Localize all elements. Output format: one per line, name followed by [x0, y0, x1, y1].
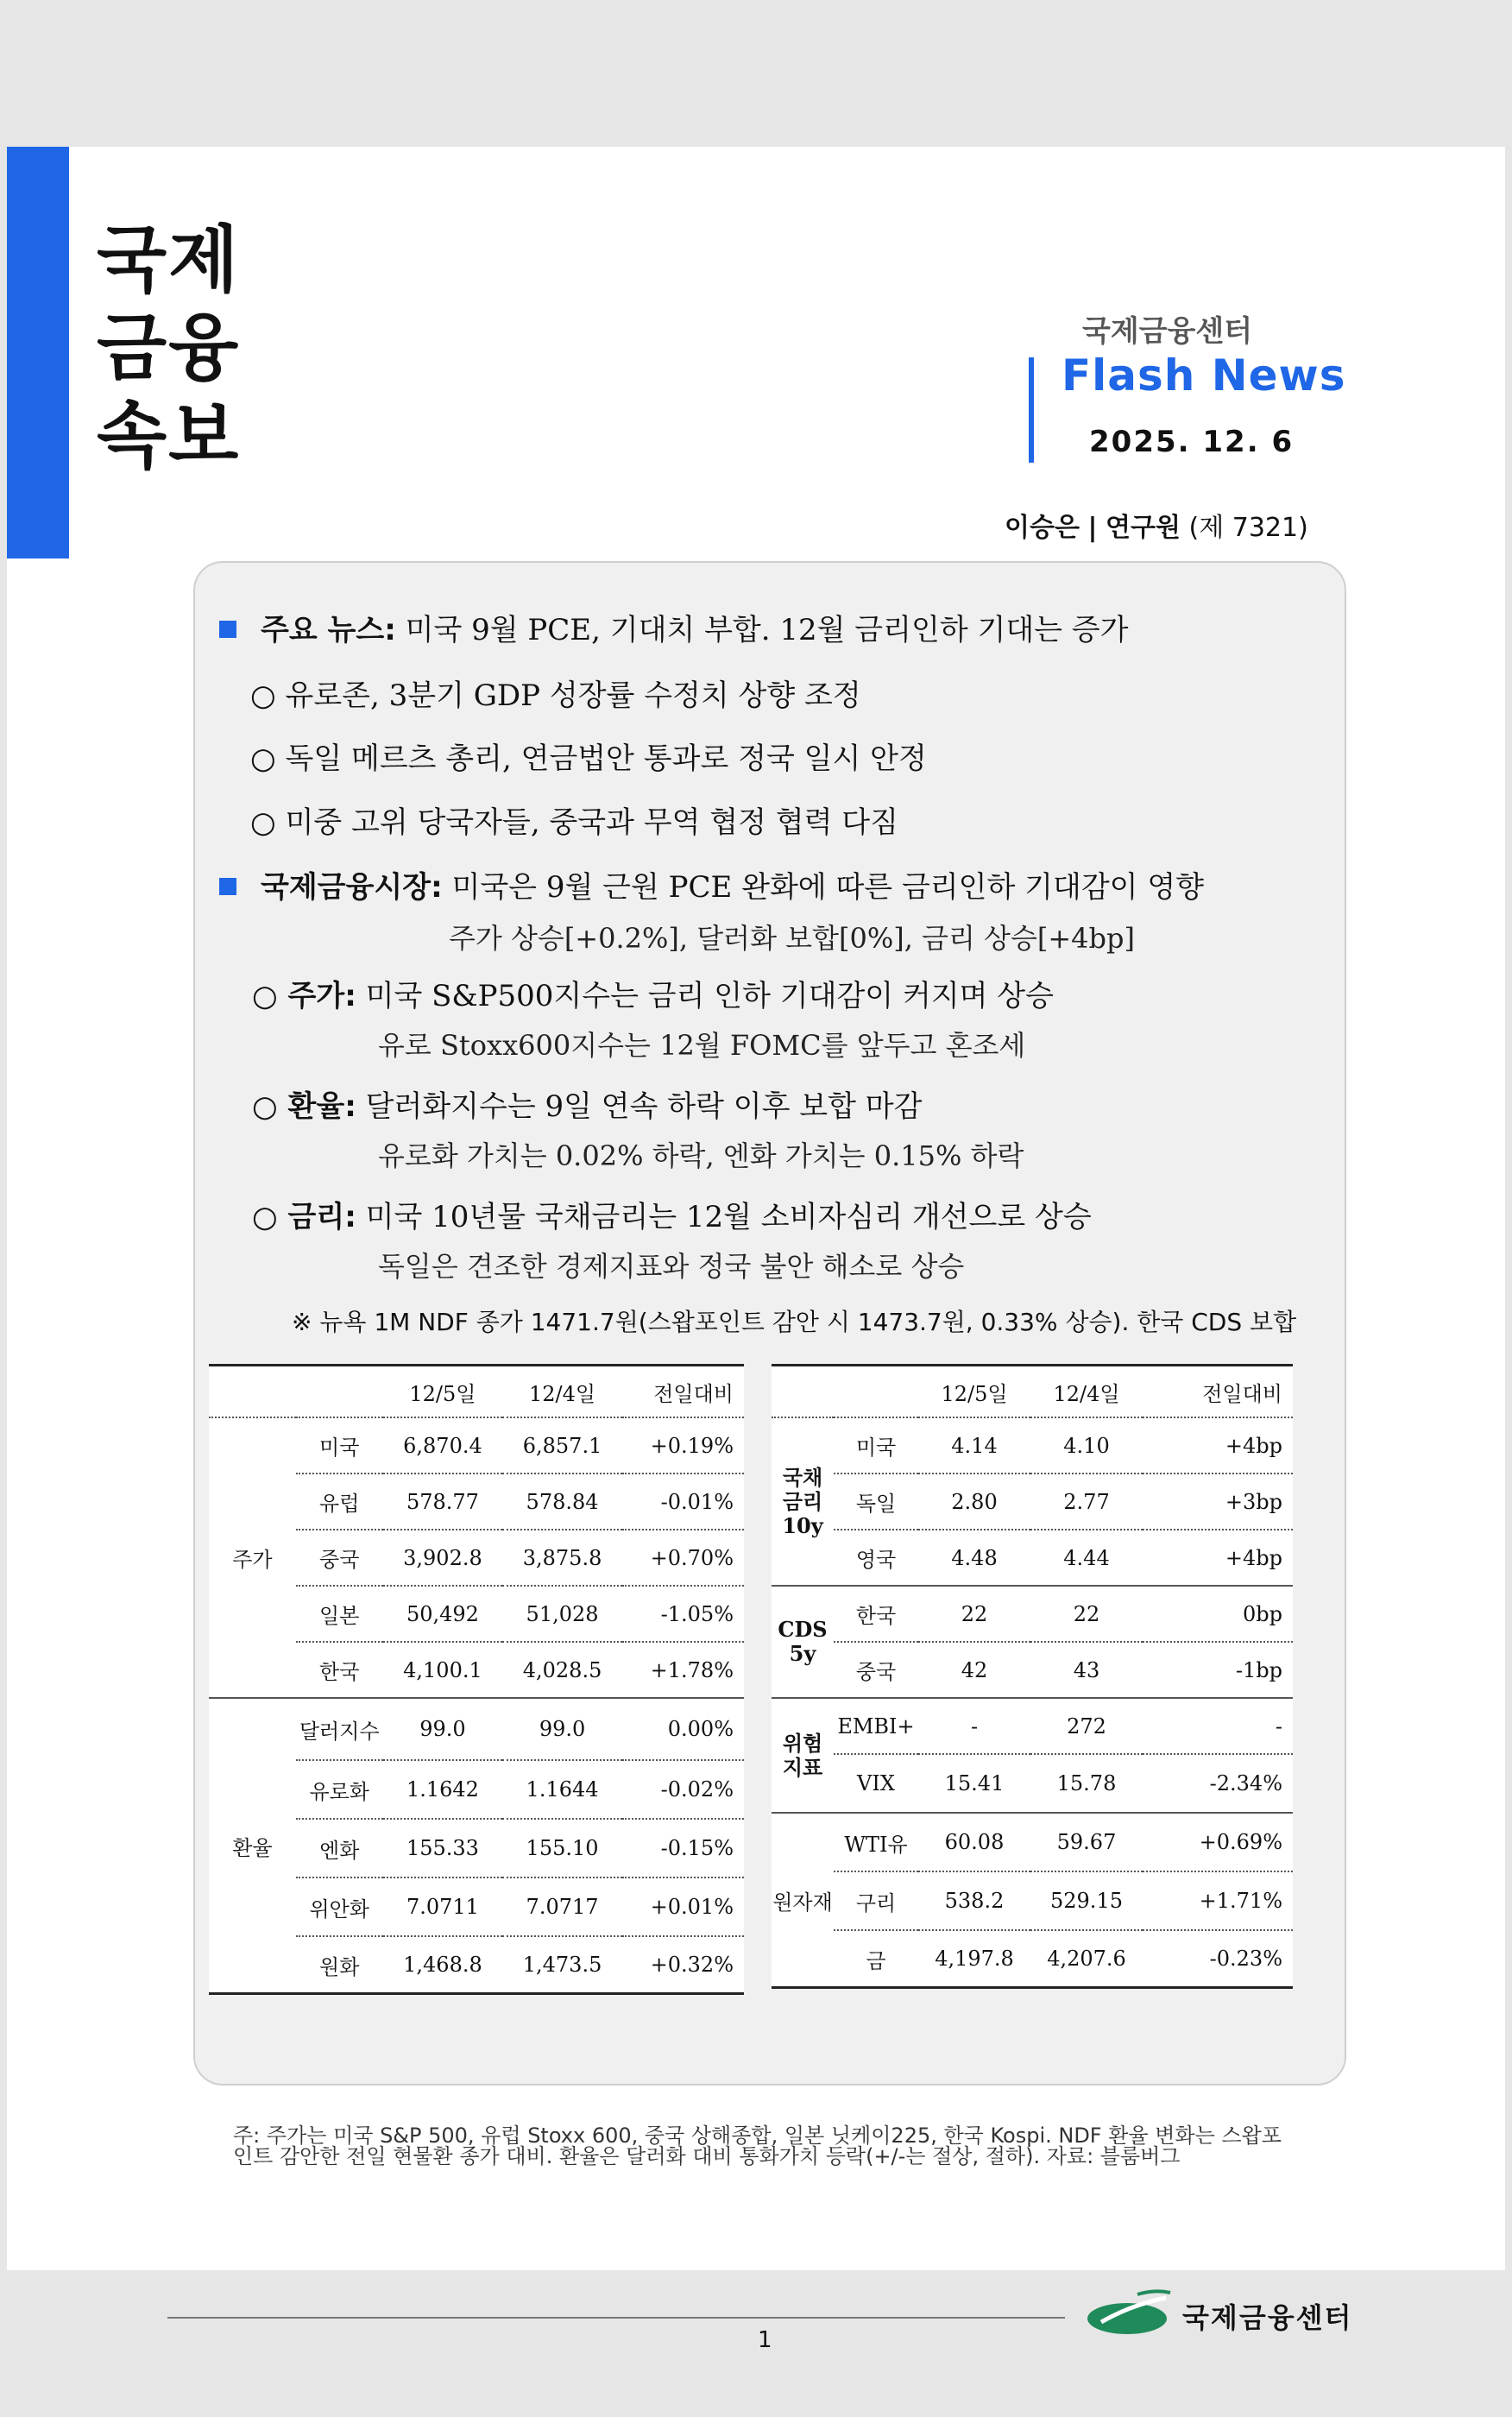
cell-change: +1.71% — [1143, 1871, 1293, 1930]
row-label: 중국 — [834, 1642, 918, 1698]
cell-change: +4bp — [1143, 1530, 1293, 1586]
column-header: 12/4일 — [502, 1366, 622, 1418]
cell-value: 7.0711 — [383, 1877, 503, 1936]
cell-change: +0.19% — [622, 1417, 744, 1474]
cell-change: 0bp — [1143, 1586, 1293, 1642]
page-number: 1 — [758, 2327, 772, 2353]
table-row — [772, 1754, 1293, 1813]
market-item-sub: 유로화 가치는 0.02% 하락, 엔화 가치는 0.15% 하락 — [378, 1139, 1024, 1172]
table-row — [209, 1417, 744, 1474]
cell-value: 6,870.4 — [383, 1417, 503, 1474]
cell-value: 59.67 — [1030, 1813, 1143, 1871]
cell-change: - — [1143, 1698, 1293, 1754]
column-header: 전일대비 — [622, 1366, 744, 1418]
cell-value: 15.78 — [1030, 1754, 1143, 1813]
title-line: 속보 — [97, 394, 241, 478]
center-name: 국제금융센터 — [1082, 314, 1253, 349]
table-header-row — [772, 1366, 1293, 1418]
market-item-rates — [252, 1193, 1092, 1235]
footer-rule — [167, 2317, 1065, 2319]
cell-change: -0.15% — [622, 1819, 744, 1877]
cell-value: 7.0717 — [502, 1877, 622, 1936]
cell-change: -1.05% — [622, 1586, 744, 1642]
news-item: ○ 독일 메르츠 총리, 연금법안 통과로 정국 일시 안정 — [250, 742, 927, 776]
row-label: 달러지수 — [296, 1698, 383, 1760]
cell-change: 0.00% — [622, 1698, 744, 1760]
table-row — [772, 1417, 1293, 1474]
cell-value: 22 — [1030, 1586, 1143, 1642]
cell-value: 3,875.8 — [502, 1530, 622, 1586]
author-role: 연구원 — [1106, 513, 1181, 543]
row-label: 원화 — [296, 1936, 383, 1994]
author-line — [1005, 506, 1308, 544]
row-label: WTI유 — [834, 1813, 918, 1871]
market-item-label: ○ 금리: — [252, 1200, 356, 1234]
cell-value: 2.77 — [1030, 1474, 1143, 1530]
header-divider — [1029, 357, 1034, 463]
table-row — [772, 1586, 1293, 1642]
cell-value: 1.1644 — [502, 1760, 622, 1819]
market-item-label: ○ 주가: — [252, 979, 356, 1013]
row-label: 미국 — [296, 1417, 383, 1474]
column-header: 12/5일 — [383, 1366, 503, 1418]
group-label: 환율 — [209, 1698, 296, 1994]
group-label: 국채 금리 10y — [772, 1417, 834, 1586]
table-row — [772, 1698, 1293, 1754]
row-label: 엔화 — [296, 1819, 383, 1877]
market-summary: 주가 상승[+0.2%], 달러화 보합[0%], 금리 상승[+4bp] — [449, 922, 1135, 955]
author-name: 이승은 — [1005, 513, 1080, 543]
cell-value: - — [918, 1698, 1030, 1754]
row-label: 유럽 — [296, 1474, 383, 1530]
row-label: 위안화 — [296, 1877, 383, 1936]
cell-value: 4,100.1 — [383, 1642, 503, 1698]
cell-value: 578.84 — [502, 1474, 622, 1530]
row-label: 한국 — [296, 1642, 383, 1698]
cell-change: -0.01% — [622, 1474, 744, 1530]
author-extension: (제 7321) — [1188, 513, 1308, 543]
cell-value: 22 — [918, 1586, 1030, 1642]
row-label: 유로화 — [296, 1760, 383, 1819]
cell-value: 155.33 — [383, 1819, 503, 1877]
market-item-label: ○ 환율: — [252, 1089, 356, 1124]
row-label: 중국 — [296, 1530, 383, 1586]
row-label: 일본 — [296, 1586, 383, 1642]
cell-change: +0.70% — [622, 1530, 744, 1586]
cell-value: 4,197.8 — [918, 1930, 1030, 1988]
row-label: EMBI+ — [834, 1698, 918, 1754]
cell-change: -2.34% — [1143, 1754, 1293, 1813]
row-label: 미국 — [834, 1417, 918, 1474]
cell-change: +0.32% — [622, 1936, 744, 1994]
group-label: CDS 5y — [772, 1586, 834, 1698]
market-heading-label: 국제금융시장: — [261, 870, 443, 905]
market-item-fx — [252, 1082, 922, 1125]
title-line: 국제 — [97, 218, 241, 302]
news-heading-label: 주요 뉴스: — [261, 613, 396, 647]
table-row — [772, 1474, 1293, 1530]
cell-value: 4.14 — [918, 1417, 1030, 1474]
square-bullet-icon — [219, 878, 236, 895]
news-item: ○ 유로존, 3분기 GDP 성장률 수정치 상향 조정 — [250, 678, 861, 713]
table-footnote: 주: 주가는 미국 S&P 500, 유럽 Stoxx 600, 중국 상해종합, 일본 닛케이225, 한국 Kospi. NDF 환율 변화는 스왑포인트 감안한 전일 현물환 종가 대비. 환율은 달러화 대비 통화가치 등락(+/-는 절상, 절하). 자료: 블룸버그 — [233, 2124, 1282, 2168]
cell-value: 51,028 — [502, 1586, 622, 1642]
news-heading-text: 미국 9월 PCE, 기대치 부합. 12월 금리인하 기대는 증가 — [405, 613, 1129, 647]
cell-value: 538.2 — [918, 1871, 1030, 1930]
left-market-table — [209, 1364, 744, 1995]
row-label: 금 — [834, 1930, 918, 1988]
table-row — [772, 1871, 1293, 1930]
market-item-text: 미국 10년물 국채금리는 12월 소비자심리 개선으로 상승 — [365, 1200, 1092, 1234]
title-accent-bar — [7, 147, 69, 558]
flash-news-label: Flash News — [1062, 350, 1346, 401]
cell-value: 155.10 — [502, 1819, 622, 1877]
cell-change: -1bp — [1143, 1642, 1293, 1698]
row-label: 한국 — [834, 1586, 918, 1642]
cell-change: -0.02% — [622, 1760, 744, 1819]
cell-value: 2.80 — [918, 1474, 1030, 1530]
cell-value: 4.44 — [1030, 1530, 1143, 1586]
cell-value: 578.77 — [383, 1474, 503, 1530]
cell-value: 99.0 — [502, 1698, 622, 1760]
group-label: 원자재 — [772, 1813, 834, 1988]
right-market-table — [772, 1364, 1293, 1989]
cell-value: 43 — [1030, 1642, 1143, 1698]
cell-value: 4,207.6 — [1030, 1930, 1143, 1988]
cell-change: +0.01% — [622, 1877, 744, 1936]
table-row — [772, 1930, 1293, 1988]
cell-change: +4bp — [1143, 1417, 1293, 1474]
cell-value: 15.41 — [918, 1754, 1030, 1813]
cell-value: 4.10 — [1030, 1417, 1143, 1474]
cell-value: 529.15 — [1030, 1871, 1143, 1930]
cell-change: +0.69% — [1143, 1813, 1293, 1871]
cell-value: 4.48 — [918, 1530, 1030, 1586]
cell-value: 1.1642 — [383, 1760, 503, 1819]
cell-change: +3bp — [1143, 1474, 1293, 1530]
market-item-text: 달러화지수는 9일 연속 하락 이후 보합 마감 — [365, 1089, 923, 1124]
cell-value: 6,857.1 — [502, 1417, 622, 1474]
table-row — [209, 1698, 744, 1760]
column-header: 12/4일 — [1030, 1366, 1143, 1418]
market-heading-text: 미국은 9월 근원 PCE 완화에 따른 금리인하 기대감이 영향 — [451, 870, 1205, 905]
group-label: 위험 지표 — [772, 1698, 834, 1813]
news-heading — [219, 606, 1129, 648]
column-header: 전일대비 — [1143, 1366, 1293, 1418]
cell-value: 4,028.5 — [502, 1642, 622, 1698]
table-header-row — [209, 1366, 744, 1418]
table-row — [772, 1813, 1293, 1871]
market-item-sub: 독일은 견조한 경제지표와 정국 불안 해소로 상승 — [378, 1250, 965, 1283]
table-row — [772, 1530, 1293, 1586]
group-label: 주가 — [209, 1417, 296, 1698]
kcif-logo-icon — [1084, 2288, 1179, 2339]
market-heading — [219, 863, 1204, 906]
row-label: 독일 — [834, 1474, 918, 1530]
title-line: 금융 — [97, 306, 241, 390]
market-item-stocks — [252, 972, 1054, 1014]
news-item: ○ 미중 고위 당국자들, 중국과 무역 협정 협력 다짐 — [250, 805, 898, 840]
cell-value: 272 — [1030, 1698, 1143, 1754]
square-bullet-icon — [219, 621, 236, 638]
column-header: 12/5일 — [918, 1366, 1030, 1418]
author-separator: | — [1087, 513, 1098, 543]
market-item-sub: 유로 Stoxx600지수는 12월 FOMC를 앞두고 혼조세 — [378, 1029, 1026, 1062]
cell-value: 60.08 — [918, 1813, 1030, 1871]
page — [7, 147, 1505, 2353]
cell-change: +1.78% — [622, 1642, 744, 1698]
footer-logo-text: 국제금융센터 — [1182, 2301, 1353, 2334]
cell-value: 99.0 — [383, 1698, 503, 1760]
cell-value: 42 — [918, 1642, 1030, 1698]
cell-value: 1,473.5 — [502, 1936, 622, 1994]
row-label: 영국 — [834, 1530, 918, 1586]
cell-value: 1,468.8 — [383, 1936, 503, 1994]
cell-change: -0.23% — [1143, 1930, 1293, 1988]
report-title — [97, 216, 240, 480]
cell-value: 50,492 — [383, 1586, 503, 1642]
market-item-text: 미국 S&P500지수는 금리 인하 기대감이 커지며 상승 — [365, 979, 1054, 1013]
row-label: VIX — [834, 1754, 918, 1813]
ndf-note: ※ 뉴욕 1M NDF 종가 1471.7원(스왑포인트 감안 시 1473.7원, 0.33% 상승). 한국 CDS 보합 — [292, 1308, 1297, 1336]
report-date: 2025. 12. 6 — [1089, 425, 1295, 459]
row-label: 구리 — [834, 1871, 918, 1930]
cell-value: 3,902.8 — [383, 1530, 503, 1586]
table-row — [772, 1642, 1293, 1698]
